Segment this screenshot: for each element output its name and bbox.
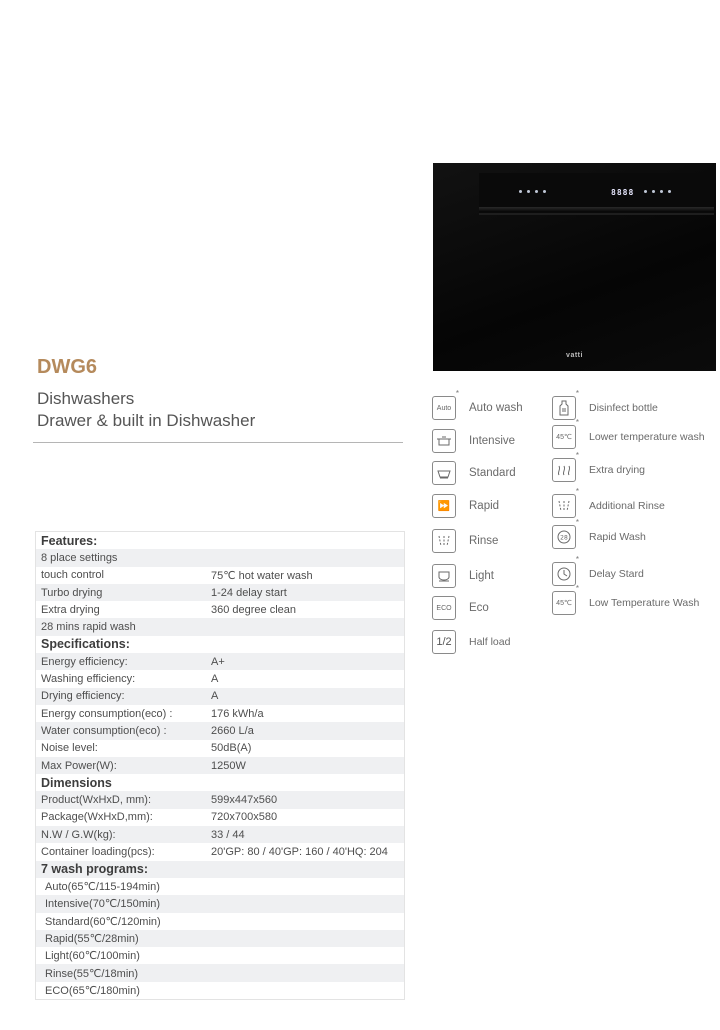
spec-row <box>36 826 404 843</box>
half-load-icon: 1/2 <box>432 630 456 654</box>
drawer-handle <box>479 207 714 212</box>
spec-label: Turbo drying <box>41 586 103 599</box>
subtitle-type: Drawer & built in Dishwasher <box>37 411 256 430</box>
spec-label: Extra drying <box>41 603 100 616</box>
low-temperature-wash-icon: 45℃ * <box>552 591 576 615</box>
spec-row <box>36 722 404 739</box>
feature-label: Delay Stard <box>589 567 644 580</box>
eco-icon: ECO <box>432 596 456 620</box>
feature-rapid-wash <box>552 518 646 549</box>
spec-value: A+ <box>211 655 225 668</box>
feature-rinse <box>432 529 498 553</box>
feature-label: Additional Rinse <box>589 499 665 512</box>
spec-label: Noise level: <box>41 742 98 755</box>
spec-value: A <box>211 690 219 703</box>
spec-value: 176 kWh/a <box>211 707 264 720</box>
feature-label: Eco <box>469 601 489 614</box>
feature-standard <box>432 461 516 485</box>
spec-row <box>36 964 404 981</box>
light-icon <box>432 564 456 588</box>
spec-row <box>36 895 404 912</box>
spec-value: 33 / 44 <box>211 828 245 841</box>
spec-row <box>36 757 404 774</box>
feature-half-load <box>432 630 510 654</box>
spec-row <box>36 843 404 860</box>
section-heading: Specifications: <box>41 637 130 652</box>
subtitle-category: Dishwashers <box>37 389 135 408</box>
spec-row <box>36 913 404 930</box>
spec-table <box>35 531 405 1000</box>
spec-label: Washing efficiency: <box>41 673 136 686</box>
svg-text:28: 28 <box>560 534 568 542</box>
spec-value: 1-24 delay start <box>211 586 287 599</box>
section-heading: 7 wash programs: <box>41 862 148 877</box>
spec-row <box>36 791 404 808</box>
spec-label: N.W / G.W(kg): <box>41 828 116 841</box>
spec-value: 75℃ hot water wash <box>211 569 313 582</box>
spec-label: Drying efficiency: <box>41 690 125 703</box>
section-heading-row <box>36 774 404 791</box>
feature-label: Lower temperature wash <box>589 431 705 443</box>
section-heading: Features: <box>41 533 98 548</box>
feature-label: Intensive <box>469 434 516 447</box>
spec-value: 599x447x560 <box>211 794 278 807</box>
feature-additional-rinse <box>552 487 665 518</box>
standard-icon <box>432 461 456 485</box>
feature-label: Standard <box>469 466 516 479</box>
spec-label: Auto(65℃/115-194min) <box>45 881 160 894</box>
spec-value: 1250W <box>211 759 246 772</box>
feature-delay-stard <box>552 555 644 586</box>
feature-lower-temperature-wash <box>552 418 707 449</box>
product-image <box>433 163 716 371</box>
extra-drying-icon: * <box>552 458 576 482</box>
spec-label: Max Power(W): <box>41 759 117 772</box>
rinse-icon <box>432 529 456 553</box>
spec-label: Rinse(55℃/18min) <box>45 967 139 980</box>
section-heading: Dimensions <box>41 775 112 790</box>
rapid-wash-icon: 28 * <box>552 525 576 549</box>
feature-label: Low Temperature Wash <box>589 597 700 609</box>
brand-logo: vatti <box>566 352 583 359</box>
feature-label: Extra drying <box>589 463 646 476</box>
disinfect-bottle-icon: * <box>552 396 576 420</box>
feature-rapid <box>432 494 499 518</box>
auto-wash-icon: Auto * <box>432 396 456 420</box>
spec-row <box>36 653 404 670</box>
indicator-lights-left <box>519 190 546 193</box>
feature-label: Rapid <box>469 499 500 512</box>
intensive-icon <box>432 429 456 453</box>
feature-low-temperature-wash <box>552 584 707 615</box>
spec-row <box>36 878 404 895</box>
spec-label: 8 place settings <box>41 551 118 564</box>
spec-row <box>36 549 404 566</box>
spec-value: 50dB(A) <box>211 742 252 755</box>
feature-label: Light <box>469 569 494 582</box>
feature-intensive <box>432 429 515 453</box>
spec-label: Intensive(70℃/150min) <box>45 898 161 911</box>
delay-stard-icon: * <box>552 562 576 586</box>
spec-value: 720x700x580 <box>211 811 278 824</box>
spec-row <box>36 705 404 722</box>
feature-label: Rapid Wash <box>589 530 646 543</box>
feature-auto-wash <box>432 389 523 420</box>
spec-label: ECO(65℃/180min) <box>45 984 140 997</box>
additional-rinse-icon: * <box>552 494 576 518</box>
spec-row <box>36 601 404 618</box>
indicator-lights-right <box>644 190 671 193</box>
feature-eco <box>432 596 489 620</box>
section-heading-row <box>36 861 404 878</box>
spec-row <box>36 809 404 826</box>
spec-value: 20'GP: 80 / 40'GP: 160 / 40'HQ: 204 <box>211 845 388 858</box>
spec-label: 28 mins rapid wash <box>41 621 136 634</box>
spec-label: Standard(60℃/120min) <box>45 915 161 928</box>
spec-label: Package(WxHxD,mm): <box>41 811 153 824</box>
spec-row <box>36 947 404 964</box>
spec-row <box>36 982 404 999</box>
spec-label: Container loading(pcs): <box>41 845 155 858</box>
feature-label: Disinfect bottle <box>589 401 658 414</box>
feature-disinfect-bottle <box>552 389 658 420</box>
section-heading-row <box>36 636 404 653</box>
spec-value: 2660 L/a <box>211 724 254 737</box>
spec-row <box>36 688 404 705</box>
rapid-icon: ⏩ <box>432 494 456 518</box>
lower-temperature-wash-icon: 45℃ * <box>552 425 576 449</box>
divider <box>33 442 403 443</box>
spec-label: Energy consumption(eco) : <box>41 707 173 720</box>
model-title: DWG6 <box>37 356 97 378</box>
spec-row <box>36 567 404 584</box>
spec-row <box>36 584 404 601</box>
feature-label: Auto wash <box>469 401 523 414</box>
spec-value: A <box>211 673 219 686</box>
spec-row <box>36 670 404 687</box>
spec-label: Light(60℃/100min) <box>45 950 140 963</box>
spec-label: Water consumption(eco) : <box>41 724 167 737</box>
spec-label: Product(WxHxD, mm): <box>41 794 151 807</box>
feature-label: Half load <box>469 635 511 648</box>
spec-value: 360 degree clean <box>211 603 297 616</box>
feature-extra-drying <box>552 451 646 482</box>
spec-label: Energy efficiency: <box>41 655 128 668</box>
section-heading-row <box>36 532 404 549</box>
feature-label: Rinse <box>469 534 499 547</box>
spec-row <box>36 740 404 757</box>
display-readout: 8888 <box>611 188 635 197</box>
feature-light <box>432 564 494 588</box>
spec-row <box>36 618 404 635</box>
spec-row <box>36 930 404 947</box>
spec-label: touch control <box>41 569 104 582</box>
spec-label: Rapid(55℃/28min) <box>45 932 139 945</box>
